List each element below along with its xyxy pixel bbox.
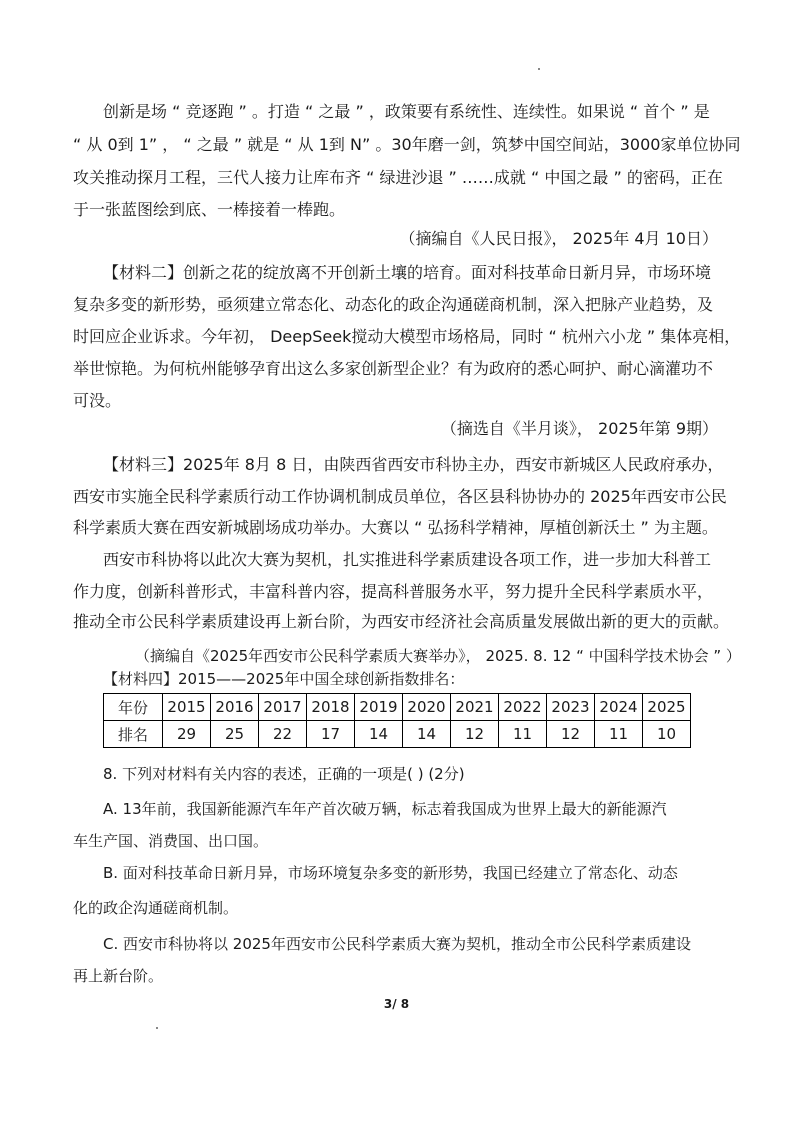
rank-cell: 29 bbox=[163, 721, 211, 748]
source-citation-3: （摘编自《2025年西安市公民科学素质大赛举办》， 2025. 8. 12 “ 中国科学技术协会 ” ） bbox=[135, 647, 741, 665]
rank-cell: 14 bbox=[403, 721, 451, 748]
source-citation-1: （摘编自《人民日报》， 2025年 4月 10日） bbox=[399, 229, 718, 248]
rank-cell: 25 bbox=[211, 721, 259, 748]
paragraph-2-line-5: 可没。 bbox=[73, 391, 122, 410]
paragraph-3-line-2: 西安市实施全民科学素质行动工作协调机制成员单位，各区县科协协办的 2025年西安市公民 bbox=[73, 487, 727, 506]
paragraph-4-line-2: 作力度，创新科普形式，丰富科普内容，提高科普服务水平，努力提升全民科学素质水平， bbox=[73, 582, 714, 601]
rank-header: 排名 bbox=[104, 721, 163, 748]
innovation-index-table bbox=[103, 693, 691, 748]
speck-mark bbox=[538, 68, 540, 70]
page-number: 3/ 8 bbox=[383, 997, 410, 1011]
option-c-line-2: 再上新台阶。 bbox=[73, 967, 164, 985]
rank-cell: 14 bbox=[355, 721, 403, 748]
rank-cell: 22 bbox=[259, 721, 307, 748]
question-stem: 8. 下列对材料有关内容的表述，正确的一项是( ) (2分) bbox=[103, 765, 465, 783]
paragraph-2-line-4: 举世惊艳。为何杭州能够孕育出这么多家创新型企业？有为政府的悉心呵护、耐心滴灌功不 bbox=[73, 359, 714, 378]
year-cell: 2021 bbox=[451, 694, 499, 721]
rank-cell: 12 bbox=[547, 721, 595, 748]
paragraph-2-line-2: 复杂多变的新形势，亟须建立常态化、动态化的政企沟通磋商机制，深入把脉产业趋势，及 bbox=[73, 295, 714, 314]
table-row-years bbox=[104, 694, 691, 721]
rank-cell: 10 bbox=[643, 721, 691, 748]
rank-cell: 12 bbox=[451, 721, 499, 748]
paragraph-1-line-2: “ 从 0到 1” ， “ 之最 ” 就是 “ 从 1到 N” 。30年磨一剑，筑梦中国空间站，3000家单位协同 bbox=[73, 135, 741, 154]
option-b-line-1: B. 面对科技革命日新月异，市场环境复杂多变的新形势，我国已经建立了常态化、动态 bbox=[103, 864, 678, 882]
paragraph-1-line-3: 攻关推动探月工程，三代人接力让库布齐 “ 绿进沙退 ” ……成就 “ 中国之最 ” 的密码，正在 bbox=[73, 168, 723, 187]
year-cell: 2017 bbox=[259, 694, 307, 721]
paragraph-1-line-4: 于一张蓝图绘到底、一棒接着一棒跑。 bbox=[73, 200, 346, 219]
year-cell: 2019 bbox=[355, 694, 403, 721]
paragraph-1-line-1: 创新是场 “ 竞逐跑 ” 。打造 “ 之最 ” ，政策要有系统性、连续性。如果说 “ 首个 ” 是 bbox=[103, 102, 710, 121]
paragraph-4-line-1: 西安市科协将以此次大赛为契机，扎实推进科学素质建设各项工作，进一步加大科普工 bbox=[103, 550, 712, 569]
paragraph-4-line-3: 推动全市公民科学素质建设再上新台阶，为西安市经济社会高质量发展做出新的更大的贡献。 bbox=[73, 612, 730, 631]
table-row-ranks bbox=[104, 721, 691, 748]
year-cell: 2020 bbox=[403, 694, 451, 721]
year-cell: 2015 bbox=[163, 694, 211, 721]
option-c-line-1: C. 西安市科协将以 2025年西安市公民科学素质大赛为契机，推动全市公民科学素质建设 bbox=[103, 935, 691, 953]
year-cell: 2024 bbox=[595, 694, 643, 721]
year-cell: 2025 bbox=[643, 694, 691, 721]
rank-cell: 11 bbox=[499, 721, 547, 748]
year-cell: 2023 bbox=[547, 694, 595, 721]
source-citation-2: （摘选自《半月谈》， 2025年第 9期） bbox=[440, 419, 718, 438]
option-a-line-1: A. 13年前，我国新能源汽车年产首次破万辆，标志着我国成为世界上最大的新能源汽 bbox=[103, 800, 667, 818]
option-b-line-2: 化的政企沟通磋商机制。 bbox=[73, 899, 239, 917]
year-cell: 2018 bbox=[307, 694, 355, 721]
option-a-line-2: 车生产国、消费国、出口国。 bbox=[73, 832, 269, 850]
rank-cell: 11 bbox=[595, 721, 643, 748]
material-4-title: 【材料四】2015——2025年中国全球创新指数排名： bbox=[103, 670, 465, 688]
paragraph-2-line-3: 时回应企业诉求。今年初， DeepSeek搅动大模型市场格局，同时 “ 杭州六小龙 ” 集体亮相， bbox=[73, 327, 741, 346]
paragraph-2-line-1: 【材料二】创新之花的绽放离不开创新土壤的培育。面对科技革命日新月异，市场环境 bbox=[103, 263, 712, 282]
speck-mark bbox=[156, 1027, 158, 1029]
paragraph-3-line-1: 【材料三】2025年 8月 8 日，由陕西省西安市科协主办，西安市新城区人民政府承办， bbox=[103, 455, 724, 474]
paragraph-3-line-3: 科学素质大赛在西安新城剧场成功举办。大赛以 “ 弘扬科学精神，厚植创新沃土 ” 为主题。 bbox=[73, 518, 718, 537]
rank-cell: 17 bbox=[307, 721, 355, 748]
year-cell: 2016 bbox=[211, 694, 259, 721]
year-header: 年份 bbox=[104, 694, 163, 721]
year-cell: 2022 bbox=[499, 694, 547, 721]
